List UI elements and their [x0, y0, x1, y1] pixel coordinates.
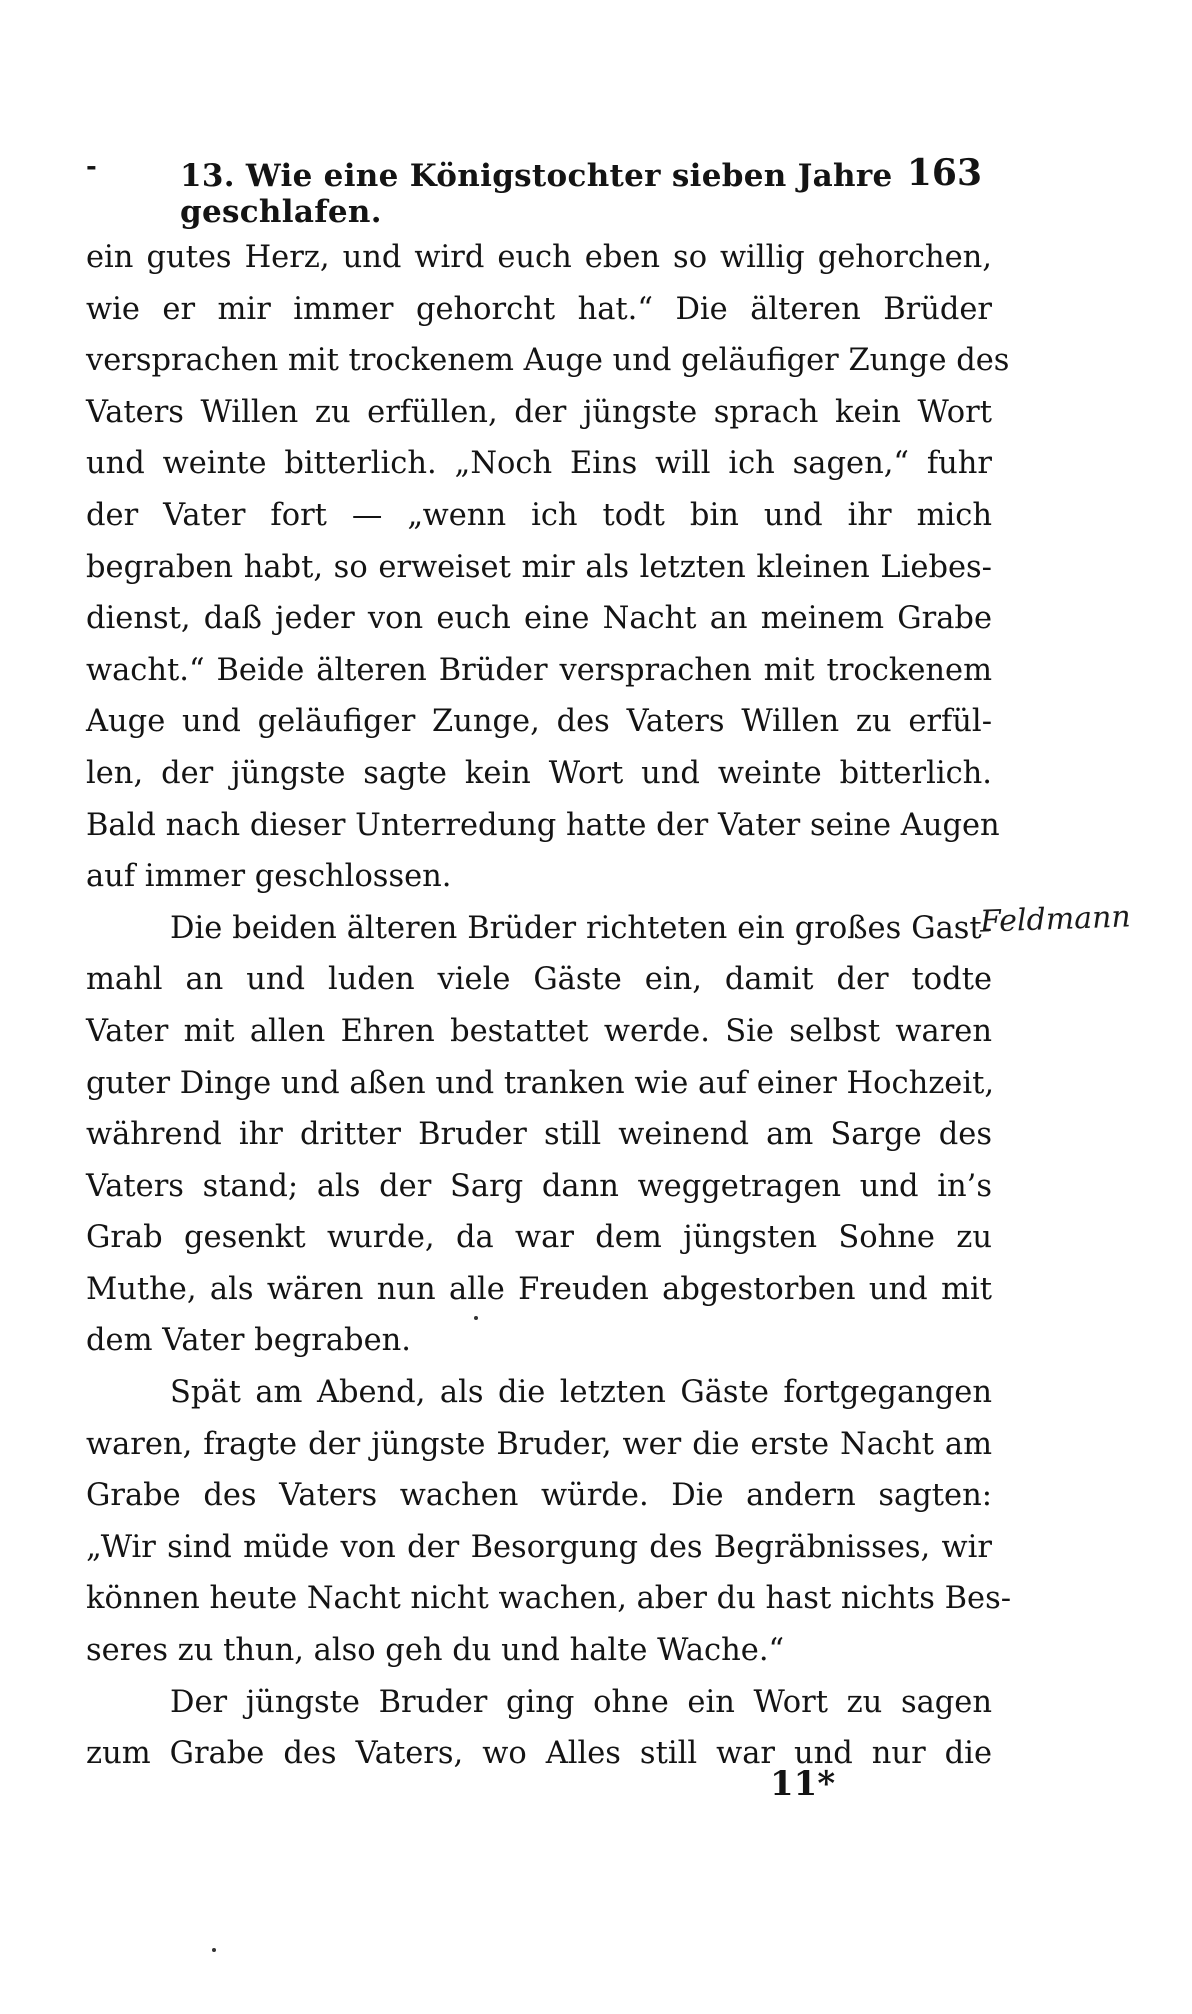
ink-speck	[212, 1948, 216, 1952]
header-mark: -	[86, 152, 97, 182]
body-text	[86, 232, 1012, 1780]
handwritten-margin-annotation: Feldmann	[979, 899, 1132, 940]
text-line: auf immer geschlossen.	[86, 859, 452, 895]
text-line: Auge und geläufiger Zunge, des Vaters Willen zu erfül-	[86, 704, 992, 740]
text-line: mahl an und luden viele Gäste ein, damit der todte	[86, 962, 992, 998]
signature-mark: 11*	[770, 1764, 836, 1804]
text-line: Grab gesenkt wurde, da war dem jüngsten Sohne zu	[86, 1220, 992, 1256]
text-line: dienst, daß jeder von euch eine Nacht an meinem Grabe	[86, 601, 992, 637]
text-line: während ihr dritter Bruder still weinend am Sarge des	[86, 1117, 992, 1153]
text-line: Vaters Willen zu erfüllen, der jüngste sprach kein Wort	[86, 394, 992, 430]
page-number: 163	[906, 152, 982, 194]
text-line: Grabe des Vaters wachen würde. Die andern sagten:	[86, 1478, 992, 1514]
text-line: Bald nach dieser Unterredung hatte der Vater seine Augen	[86, 807, 1000, 843]
text-line: Der jüngste Bruder ging ohne ein Wort zu sagen	[170, 1684, 992, 1720]
text-line: wie er mir immer gehorcht hat.“ Die älteren Brüder	[86, 291, 992, 327]
text-line: waren, fragte der jüngste Bruder, wer die erste Nacht am	[86, 1426, 992, 1462]
text-line: ein gutes Herz, und wird euch eben so willig gehorchen,	[86, 240, 992, 275]
text-line: Vaters stand; als der Sarg dann weggetragen und in’s	[86, 1168, 992, 1204]
text-line: begraben habt, so erweiset mir als letzten kleinen Liebes-	[86, 549, 992, 585]
text-line: und weinte bitterlich. „Noch Eins will ich sagen,“ fuhr	[86, 446, 992, 482]
text-line: seres zu thun, also geh du und halte Wache.“	[86, 1633, 785, 1669]
text-line: können heute Nacht nicht wachen, aber du hast nichts Bes-	[86, 1581, 1012, 1617]
text-line: guter Dinge und aßen und tranken wie auf einer Hochzeit,	[86, 1065, 995, 1101]
text-line: Vater mit allen Ehren bestattet werde. Sie selbst waren	[86, 1013, 992, 1049]
text-line: dem Vater begraben.	[86, 1323, 411, 1359]
text-line: Spät am Abend, als die letzten Gäste fortgegangen	[170, 1375, 992, 1411]
text-line: Muthe, als wären nun alle Freuden abgestorben und mit	[86, 1271, 992, 1307]
page-header	[86, 150, 992, 230]
text-line: „Wir sind müde von der Besorgung des Begräbnisses, wir	[86, 1529, 992, 1565]
text-line: zum Grabe des Vaters, wo Alles still war und nur die	[86, 1736, 992, 1772]
text-line: versprachen mit trockenem Auge und geläufiger Zunge des	[86, 343, 1010, 379]
text-line: der Vater fort — „wenn ich todt bin und ihr mich	[86, 497, 992, 533]
running-title: 13. Wie eine Königstochter sieben Jahre geschlafen.	[180, 158, 893, 230]
ink-speck	[474, 1316, 478, 1320]
text-line: wacht.“ Beide älteren Brüder versprachen mit trockenem	[86, 652, 992, 688]
text-line: Die beiden älteren Brüder richteten ein großes Gast-	[170, 910, 992, 946]
text-line: len, der jüngste sagte kein Wort und weinte bitterlich.	[86, 755, 992, 791]
